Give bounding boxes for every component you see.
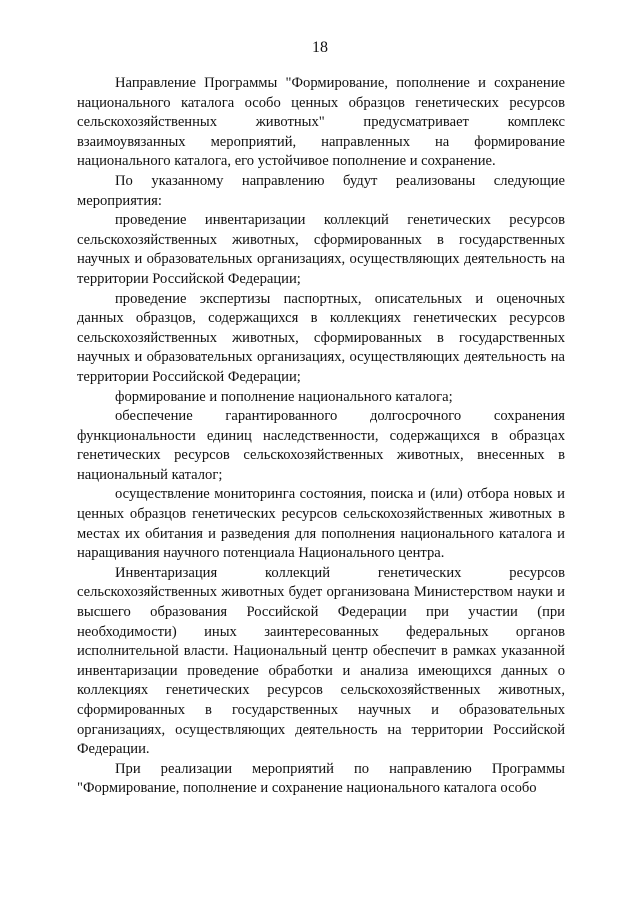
page-number: 18 (312, 39, 328, 56)
paragraph-measure-inventory: проведение инвентаризации коллекций генетических ресурсов сельскохозяйственных животных, сформированных в государственных научных и образовательных организациях, осуществляющих деятельность на территории Российской Федерации; (77, 212, 565, 287)
document-body (77, 74, 565, 799)
paragraph-inventory-organization: Инвентаризация коллекций генетических ресурсов сельскохозяйственных животных будет организована Министерством науки и высшего образования Российской Федерации при участии (при необходимости) иных заинтересованных федеральных органов исполнительной власти. Национальный центр обеспечит в рамках указанной инвентаризации проведение обработки и анализа имеющихся данных о коллекциях генетических ресурсов сельскохозяйственных животных, сформированных в государственных научных и образовательных организациях, осуществляющих деятельность на территории Российской Федерации. (77, 564, 565, 758)
paragraph-measures-intro: По указанному направлению будут реализованы следующие мероприятия: (77, 172, 565, 209)
paragraph-implementation: При реализации мероприятий по направлению Программы "Формирование, пополнение и сохранение национального каталога особо (77, 760, 565, 797)
paragraph-measure-expertise: проведение экспертизы паспортных, описательных и оценочных данных образцов, содержащихся в коллекциях генетических ресурсов сельскохозяйственных животных, сформированных в государственных научных и образовательных организациях, осуществляющих деятельность на территории Российской Федерации; (77, 290, 565, 385)
paragraph-program-direction: Направление Программы "Формирование, пополнение и сохранение национального каталога особо ценных образцов генетических ресурсов сельскохозяйственных животных" предусматривает комплекс взаимоувязанных мероприятий, направленных на формирование национального каталога, его устойчивое пополнение и сохранение. (77, 75, 565, 170)
paragraph-measure-catalog: формирование и пополнение национального каталога; (115, 388, 453, 405)
paragraph-measure-monitoring: осуществление мониторинга состояния, поиска и (или) отбора новых и ценных образцов генетических ресурсов сельскохозяйственных животных в местах их обитания и разведения для пополнения национального каталога и наращивания научного потенциала Национального центра. (77, 486, 565, 562)
paragraph-measure-preservation: обеспечение гарантированного долгосрочного сохранения функциональности единиц наследственности, содержащихся в образцах генетических ресурсов сельскохозяйственных животных, внесенных в национальный каталог; (77, 408, 565, 483)
